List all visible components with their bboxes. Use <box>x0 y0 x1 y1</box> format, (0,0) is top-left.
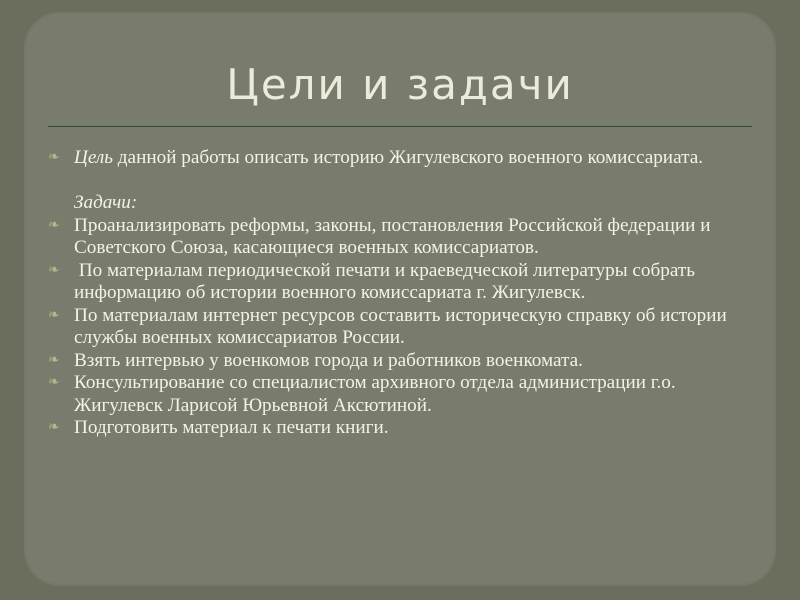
goal-text <box>74 147 738 170</box>
task-text: По материалам периодической печати и краеведческой литературы собрать информацию об истории военного комиссариата г. Жигулевск. <box>74 259 700 303</box>
bullet-icon: ❧ <box>48 352 60 368</box>
bullet-icon: ❧ <box>48 307 60 323</box>
slide-title: Цели и задачи <box>226 60 574 109</box>
goal-item <box>48 147 738 170</box>
bullet-icon: ❧ <box>48 262 60 278</box>
task-item <box>48 305 738 350</box>
task-item <box>48 372 738 417</box>
task-item <box>48 417 738 440</box>
task-item <box>48 350 738 373</box>
task-text: Консультирование со специалистом архивного отдела администрации г.о. Жигулевск Ларисой Юрьевной Аксютиной. <box>74 372 676 416</box>
title-divider <box>48 126 752 127</box>
task-text: Подготовить материал к печати книги. <box>74 417 389 438</box>
task-item <box>48 260 738 305</box>
goal-lead: Цель <box>74 147 113 168</box>
bullet-icon: ❧ <box>48 420 60 435</box>
tasks-heading: Задачи: <box>74 192 138 213</box>
goal-body: данной работы описать историю Жигулевского военного комиссариата. <box>113 147 704 168</box>
task-text: По материалам интернет ресурсов составить историческую справку об истории службы военных комиссариатов России. <box>74 304 727 348</box>
task-item <box>48 215 738 260</box>
task-text: Взять интервью у военкомов города и работников военкомата. <box>74 349 583 371</box>
spacer <box>48 170 738 193</box>
task-text: Проанализировать реформы, законы, постановления Российской федерации и Советского Союза, касающиеся военных комиссариатов. <box>74 214 711 258</box>
bullet-icon: ❧ <box>48 375 60 390</box>
tasks-heading-item <box>48 192 738 215</box>
bullet-icon: ❧ <box>48 217 60 233</box>
bullet-icon: ❧ <box>48 150 60 165</box>
slide-content <box>48 147 738 440</box>
